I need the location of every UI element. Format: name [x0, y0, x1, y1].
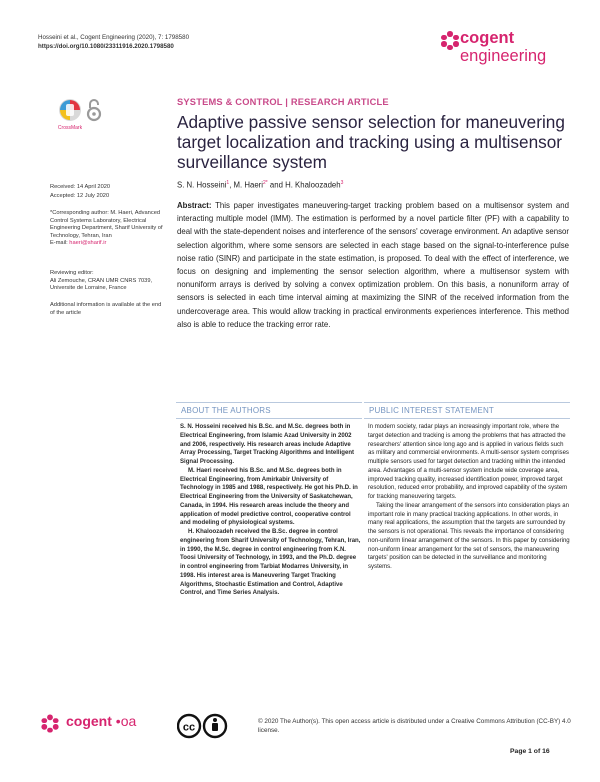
author-bio: M. Haeri received his B.Sc. and M.Sc. degrees both in Electrical Engineering, from Amirkabir University of Technology in 1985 and 1988, respectively. He got his Ph.D. in Electrical Engineering from the University of Saskatchewan, Canada, in 1994. His research areas include the theory and application of model predictive control, cooperative control and modeling of physiological systems. — [180, 467, 358, 527]
author-name[interactable]: H. Khaloozadeh — [285, 180, 341, 190]
cogent-flower-icon — [41, 715, 60, 734]
accepted-date: Accepted: 12 July 2020 — [50, 193, 110, 199]
brand-journal: engineering — [460, 47, 547, 65]
author-conjunction: and — [269, 180, 283, 190]
abstract-label: Abstract: — [177, 201, 212, 210]
public-interest-paragraph: Taking the linear arrangement of the sensors into consideration plays an important role in many practical tracking applications. In other words, in many real applications, the assumption that the targets are surrounded by the sensors is not operational. This reveals the importance of considering non-uniform linear arrangement of the sensors. In this paper by considering non-uniform linear arrangement for the set of sensors, the maneuvering targets' position can be detected in the surveillance and monitoring systems. — [368, 502, 570, 570]
corresponding-author — [50, 210, 165, 248]
open-access-lock-icon — [86, 98, 102, 122]
corresponding-author-text: *Corresponding author: M. Haeri, Advanced Control Systems Laboratory, Electrical Engineering Department, Sharif University of Technology, Tehran, Iran — [50, 210, 163, 239]
author-list: S. N. Hosseini$^1$, M. Haeri$^{2*}$ and H. Khaloozadeh$^3$ — [177, 180, 344, 190]
section-label: SYSTEMS & CONTROL | RESEARCH ARTICLE — [177, 97, 389, 107]
svg-text:cc: cc — [182, 721, 196, 734]
affiliation-mark: 1 — [226, 180, 230, 186]
reviewing-editor-label: Reviewing editor: — [50, 270, 94, 276]
brand-name: cogent — [460, 29, 515, 47]
affiliation-mark: 3 — [340, 180, 344, 186]
journal-brand[interactable] — [440, 30, 570, 74]
email-link[interactable]: haeri@sharif.ir — [69, 240, 107, 247]
cogent-flower-icon — [440, 31, 460, 51]
cogent-oa-logo[interactable] — [40, 714, 170, 736]
public-interest-body — [364, 419, 570, 572]
abstract — [177, 199, 569, 331]
public-interest-paragraph: In modern society, radar plays an increasingly important role, where the target detection and tracking is among the problems that has attracted the researchers' attention since long ago and is applied in various fields such as military and commercial environments. A multi-sensor system comprises multiple sensors used for target detection and tracking within the intended area. Advantages of a multi-sensor system include wide coverage area, improved tracking quality, increased identification power, improved target resolution, reduced error probability, and improved capability of the system for tracking maneuvering targets. — [368, 424, 569, 500]
public-interest-heading: PUBLIC INTEREST STATEMENT — [364, 402, 570, 419]
cc-by-license-icon[interactable] — [177, 713, 231, 741]
article-title: Adaptive passive sensor selection for maneuvering target localization and tracking using a multisensor surveillance system — [177, 112, 565, 173]
crossmark-icon[interactable] — [58, 98, 82, 132]
about-authors-box — [176, 402, 362, 598]
logo-main-text: cogent — [66, 713, 112, 729]
page-number: Page 1 of 16 — [510, 748, 550, 755]
about-authors-body — [176, 419, 362, 598]
additional-info: Additional information is available at the end of the article — [50, 302, 162, 316]
crossmark-label: CrossMark — [58, 125, 82, 131]
logo-oa-text: •oa — [111, 713, 137, 729]
public-interest-box — [364, 402, 570, 572]
about-authors-heading: ABOUT THE AUTHORS — [176, 402, 362, 419]
reviewing-editor — [50, 270, 165, 293]
abstract-text: This paper investigates maneuvering-target tracking problem based on a multisensor system and interacting multiple model (IMM). The estimation is performed by a novel particle filter (PF) with a capability to deal with the state-dependent noises and interference of the sensors' coverage environment. An adaptive sensor selection algorithm, where some sensors are selected in each stage based on the signal-to-interference pulse noise ratio (SINR) and participate in the state estimation, is proposed. To deal with the effect of interference, we focus on designing and implementing the sensor selection algorithm, where a multisensor system with nonuniform arrays is derived by solving a convex optimization problem. On this basis, a nonuniform array of sensors is selected in each time interval aiming at maximizing the SINR of the received information from the undercoverage area. This would allow tracking in practical environments experiences interference. This method also is able to reduce the tracking error rate. — [177, 201, 569, 329]
author-name[interactable]: M. Haeri — [233, 180, 263, 190]
affiliation-mark: 2* — [263, 180, 268, 186]
license-statement: © 2020 The Author(s). This open access article is distributed under a Creative Commons Attribution (CC-BY) 4.0 license. — [258, 718, 571, 735]
email-label: E-mail: — [50, 240, 68, 247]
author-bio: S. N. Hosseini received his B.Sc. and M.Sc. degrees both in Electrical Engineering, from Islamic Azad University in 2002 and 2006, respectively. His research areas include Adaptive Array Processing, Target Tracking Algorithms and Intelligent Signal Processing. — [180, 424, 355, 465]
citation-header — [38, 34, 189, 51]
citation-line: Hosseini et al., Cogent Engineering (2020), 7: 1798580 — [38, 34, 190, 41]
author-bio: H. Khaloozadeh received the B.Sc. degree in control engineering from Sharif University of Technology, Tehran, Iran, in 1990, the M.Sc. degree in control engineering from K.N. Toosi University of Technology, in 1993, and the Ph.D. degree in control engineering from Tarbiat Modarres University, in 1998. His interest area is Maneuvering Target Tracking Algorithms, Stochastic Estimation and Control, Adaptive Control, and Time Series Analysis. — [180, 529, 361, 597]
doi-link[interactable]: https://doi.org/10.1080/23311916.2020.1798580 — [38, 42, 174, 50]
author-name[interactable]: S. N. Hosseini — [177, 180, 227, 190]
editor-name: Ali Zemouche, CRAN UMR CNRS 7039, Universite de Lorraine, France — [50, 277, 153, 292]
received-date: Received: 14 April 2020 — [50, 184, 111, 190]
